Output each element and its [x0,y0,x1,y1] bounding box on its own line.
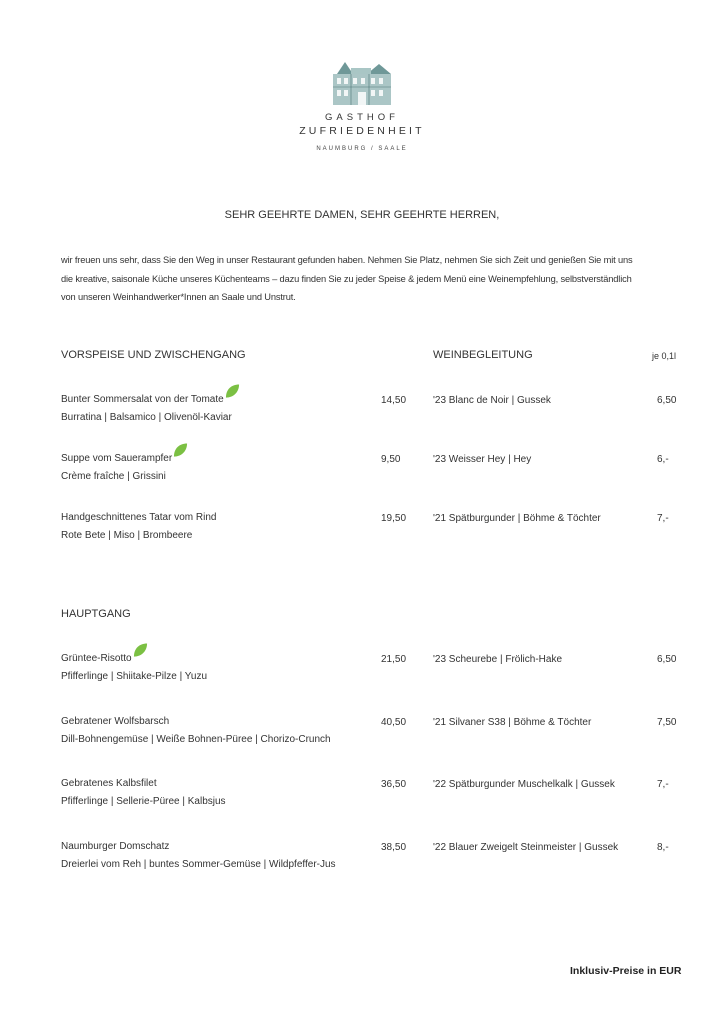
wine-pairing: '22 Blauer Zweigelt Steinmeister | Gussek [433,842,619,853]
wine-pairing: '21 Spätburgunder | Böhme & Töchter [433,513,601,524]
gasthof-logo [331,60,393,106]
wine-price: 7,- [657,779,669,790]
intro-line: die kreative, saisonale Küche unseres Küchenteams – dazu finden Sie zu jeder Speise & jedem Menü eine Weinempfehlung, selbstverständlich [61,273,632,284]
dish-price: 36,50 [381,779,407,790]
wine-price: 7,- [657,513,669,524]
vegetarian-leaf-icon [225,383,240,399]
dish-title-wrap [61,391,224,409]
dish-description: Burratina | Balsamico | Olivenöl-Kaviar [61,412,232,423]
price-note: Inklusiv-Preise in EUR [570,965,682,977]
menu-item [61,650,207,686]
dish-description: Rote Bete | Miso | Brombeere [61,530,193,541]
wine-price: 8,- [657,842,669,853]
dish-description: Pfifferlinge | Sellerie-Püree | Kalbsjus [61,796,226,807]
greeting: SEHR GEEHRTE DAMEN, SEHR GEEHRTE HERREN, [224,209,500,221]
menu-item [61,450,172,486]
dish-title: Handgeschnittenes Tatar vom Rind [61,512,217,523]
wine-pairing: '21 Silvaner S38 | Böhme & Töchter [433,717,592,728]
wine-price: 6,50 [657,654,677,665]
wine-pairing: '23 Weisser Hey | Hey [433,454,532,465]
vegetarian-leaf-icon [133,642,148,658]
dish-price: 38,50 [381,842,407,853]
dish-price: 19,50 [381,513,407,524]
dish-description: Crème fraîche | Grissini [61,471,166,482]
wine-heading: WEINBEGLEITUNG [433,349,533,361]
dish-description: Dill-Bohnengemüse | Weiße Bohnen-Püree | Chorizo-Crunch [61,734,331,745]
wine-per-unit: je 0,1l [652,351,677,361]
dish-price: 21,50 [381,654,407,665]
menu-item [61,509,216,545]
brand-location: NAUMBURG / SAALE [316,146,408,152]
dish-title: Grüntee-Risotto [61,653,132,664]
brand-name-line2: ZUFRIEDENHEIT [299,125,425,137]
dish-price: 40,50 [381,717,407,728]
dish-description: Pfifferlinge | Shiitake-Pilze | Yuzu [61,671,208,682]
dish-price: 14,50 [381,395,407,406]
dish-title: Bunter Sommersalat von der Tomate [61,394,224,405]
menu-item [61,713,331,749]
intro-text [61,251,685,307]
section-heading-main: HAUPTGANG [61,608,131,620]
wine-pairing: '23 Blanc de Noir | Gussek [433,395,551,406]
wine-pairing: '23 Scheurebe | Frölich-Hake [433,654,563,665]
menu-item [61,838,336,874]
dish-description: Dreierlei vom Reh | buntes Sommer-Gemüse | Wildpfeffer-Jus [61,859,336,870]
wine-price: 6,50 [657,395,677,406]
vegetarian-leaf-icon [173,442,188,458]
menu-item [61,775,226,811]
dish-title-wrap [61,650,132,668]
intro-line: von unseren Weinhandwerker*Innen an Saale und Unstrut. [61,292,296,302]
intro-line: wir freuen uns sehr, dass Sie den Weg in unser Restaurant gefunden haben. Nehmen Sie Platz, nehmen Sie sich Zeit und genießen Sie mit uns [61,255,633,265]
wine-price: 7,50 [657,717,677,728]
dish-title: Suppe vom Sauerampfer [61,453,173,464]
dish-title: Gebratenes Kalbsfilet [61,778,157,789]
dish-price: 9,50 [381,454,401,465]
dish-title: Gebratener Wolfsbarsch [61,716,170,727]
brand-name-line1: GASTHOF [325,112,399,123]
dish-title: Naumburger Domschatz [61,841,170,852]
section-heading-starters: VORSPEISE UND ZWISCHENGANG [61,349,246,361]
menu-item [61,391,232,427]
building-logo-icon [331,60,393,106]
dish-title-wrap [61,450,172,468]
wine-pairing: '22 Spätburgunder Muschelkalk | Gussek [433,779,615,790]
wine-price: 6,- [657,454,669,465]
